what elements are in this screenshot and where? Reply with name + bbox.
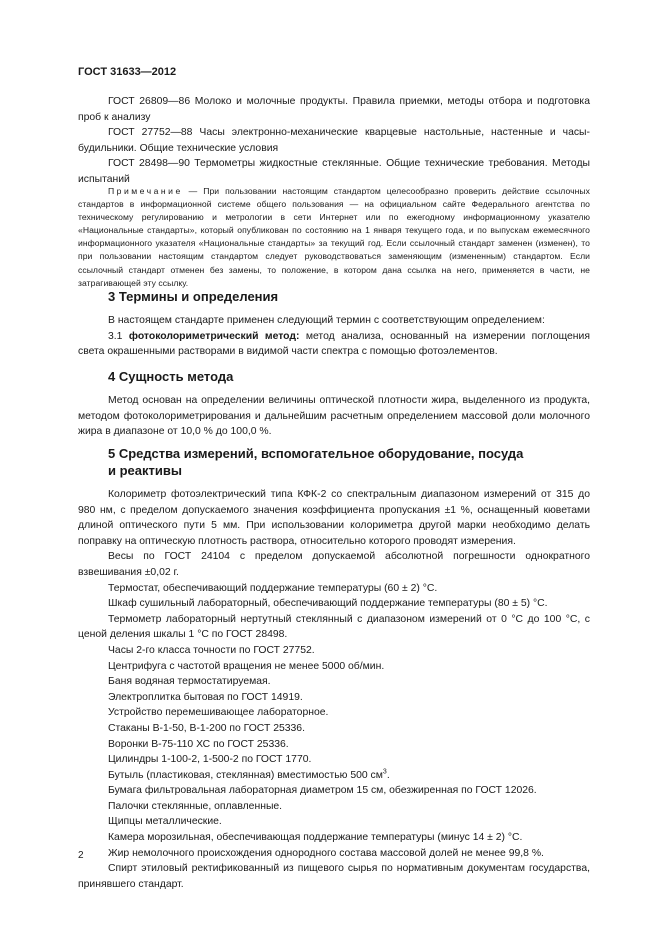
equipment-item: Электроплитка бытовая по ГОСТ 14919. [108,691,303,703]
section-4-title: 4 Сущность метода [108,369,234,384]
equipment-item: Палочки стеклянные, оплавленные. [108,800,283,812]
equipment-item: Шкаф сушильный лабораторный, обеспечивающий поддержание температуры (80 ± 5) °С. [108,598,548,610]
reference-item: ГОСТ 27752—88 Часы электронно-механические кварцевые настольные, настенные и часы-будильники. Общие технические условия [78,127,590,154]
section-5 [78,445,590,892]
equipment-item: Центрифуга с частотой вращения не менее 5000 об/мин. [108,660,385,672]
section-4-text: Метод основан на определении величины оптической плотности жира, выделенного из продукта, методом фотоколориметрирования и дальнейшим расчетным определением массовой доли молочного жира в диапазоне от 10,0 % до 100,0 %. [78,395,590,438]
equipment-item: Баня водяная термостатируемая. [108,676,271,688]
equipment-item: Камера морозильная, обеспечивающая поддержание температуры (минус 14 ± 2) °С. [108,832,523,844]
equipment-item: Стаканы В-1-50, В-1-200 по ГОСТ 25336. [108,722,305,734]
definition-3-1: 3.1 фотоколориметрический метод: метод анализа, основанный на измерении поглощения света окрашенными растворами в видимой части спектра с помощью фотоэлементов. [78,330,590,358]
section-3-intro: В настоящем стандарте применен следующий термин с соответствующим определением: [108,315,545,326]
equipment-item: Термометр лабораторный нертутный стеклянный с диапазоном измерений от 0 °С до 100 °С, с ценой деления шкалы 1 °С по ГОСТ 28498. [78,613,590,641]
reference-item: ГОСТ 26809—86 Молоко и молочные продукты. Правила приемки, методы отбора и подготовка проб к анализу [78,96,590,123]
equipment-list [78,487,590,892]
section-3 [78,288,590,360]
equipment-item: Часы 2-го класса точности по ГОСТ 27752. [108,644,315,656]
equipment-item: Воронки В-75-110 ХС по ГОСТ 25336. [108,738,289,750]
equipment-item: Колориметр фотоэлектрический типа КФК-2 со спектральным диапазоном измерений от 315 до 980 нм, с пределом допускаемого значения коэффициента пропускания ±1 %, оснащенный кюветами длиной оптического пути 5 мм. При использовании колориметра другой марки необходимо делать поправку на оптическую плотность раствора, относительно которого проводят измерения. [78,489,590,547]
document-header: ГОСТ 31633—2012 [78,66,177,78]
references-list [78,94,590,188]
equipment-item: Бумага фильтровальная лабораторная диаметром 15 см, обезжиренная по ГОСТ 12026. [108,785,537,797]
equipment-item: Щипцы металлические. [108,816,222,828]
equipment-item: Весы по ГОСТ 24104 с пределом допускаемой абсолютной погрешности однократного взвешивания ±0,02 г. [78,551,590,578]
reference-item: ГОСТ 28498—90 Термометры жидкостные стеклянные. Общие технические требования. Методы испытаний [78,158,590,185]
section-5-title: 5 Средства измерений, вспомогательное оборудование, посуда и реактивы [108,446,524,478]
equipment-item: Спирт этиловый ректификованный из пищевого сырья по нормативным документам государства, принявшего стандарт. [78,863,590,890]
page-number: 2 [78,850,84,861]
equipment-item: Цилиндры 1-100-2, 1-500-2 по ГОСТ 1770. [108,754,312,766]
definition-term: фотоколориметрический метод: [128,330,300,342]
section-4 [78,368,590,440]
equipment-item: Устройство перемешивающее лабораторное. [108,707,329,719]
equipment-item: Бутыль (пластиковая, стеклянная) вместимостью 500 $см^3$. [108,768,390,781]
note [78,185,590,290]
note-text: — При пользовании настоящим стандартом целесообразно проверить действие ссылочных стандартов в информационной системе общего пользования — на официальном сайте Федерального агентства по техническому регулированию и метрологии в сети Интернет или по ежегодному информационному указателю «Национальные стандарты», который опубликован по состоянию на 1 января текущего года, и по выпускам ежемесячного информационного указателя «Национальные стандарты» за текущий год. Если ссылочный стандарт заменен (изменен), то при пользовании настоящим стандартом следует руководствоваться заменяющим (измененным) стандартом. Если ссылочный стандарт отменен без замены, то положение, в котором дана ссылка на него, применяется в части, не затрагивающей эту ссылку. [78,186,590,288]
equipment-item: Жир немолочного происхождения однородного состава массовой долей не менее 99,8 %. [108,847,544,859]
section-3-title: 3 Термины и определения [108,289,279,304]
equipment-item: Термостат, обеспечивающий поддержание температуры (60 ± 2) °С. [108,582,438,594]
note-label: Примечание [108,186,183,196]
